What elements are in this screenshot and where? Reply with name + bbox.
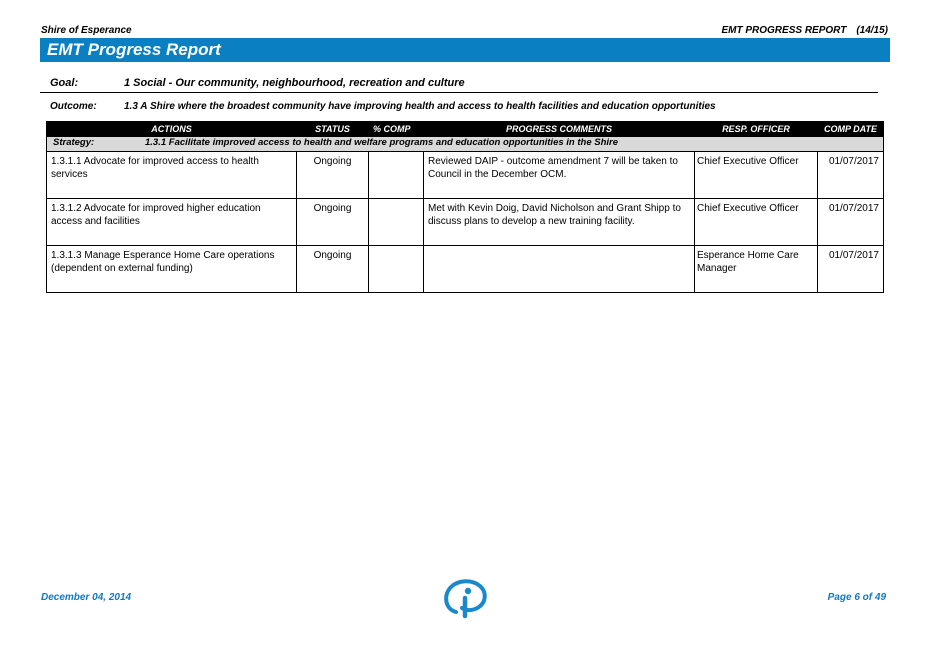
goal-divider — [40, 92, 878, 93]
report-header — [711, 25, 888, 36]
col-status: STATUS — [297, 122, 369, 137]
strategy-row — [47, 137, 884, 152]
status-cell: Ongoing — [297, 152, 369, 199]
comp-cell — [369, 246, 424, 293]
officer-cell: Esperance Home Care Manager — [695, 246, 818, 293]
status-cell: Ongoing — [297, 199, 369, 246]
col-progress-comments: PROGRESS COMMENTS — [424, 122, 695, 137]
report-name: EMT PROGRESS REPORT — [721, 25, 847, 36]
date-cell: 01/07/2017 — [818, 246, 884, 293]
officer-cell: Chief Executive Officer — [695, 152, 818, 199]
section-pages: (14/15) — [856, 25, 888, 36]
comp-cell — [369, 199, 424, 246]
outcome-label: Outcome: — [50, 101, 97, 112]
strategy-label: Strategy: — [53, 137, 95, 148]
outcome-row — [50, 101, 716, 112]
table-header-row — [47, 122, 884, 137]
goal-label: Goal: — [50, 77, 79, 89]
footer-date: December 04, 2014 — [41, 592, 132, 603]
table-row — [47, 246, 884, 293]
col-resp-officer: RESP. OFFICER — [695, 122, 818, 137]
goal-row — [50, 77, 465, 89]
outcome-text: 1.3 A Shire where the broadest community have improving health and access to health facilities and education opportunities — [124, 101, 716, 112]
comments-cell — [424, 246, 695, 293]
actions-table — [46, 121, 884, 293]
comp-cell — [369, 152, 424, 199]
table-row — [47, 199, 884, 246]
comments-cell: Met with Kevin Doig, David Nicholson and Grant Shipp to discuss plans to develop a new training facility. — [424, 199, 695, 246]
strategy-cell — [47, 137, 884, 152]
status-cell: Ongoing — [297, 246, 369, 293]
officer-cell: Chief Executive Officer — [695, 199, 818, 246]
title-bar — [40, 38, 890, 62]
action-cell: 1.3.1.3 Manage Esperance Home Care operations (dependent on external funding) — [47, 246, 297, 293]
strategy-text: 1.3.1 Facilitate improved access to health and welfare programs and education opportunities in the Shire — [145, 137, 619, 148]
comments-cell: Reviewed DAIP - outcome amendment 7 will be taken to Council in the December OCM. — [424, 152, 695, 199]
report-title: EMT Progress Report — [47, 40, 221, 59]
date-cell: 01/07/2017 — [818, 199, 884, 246]
table-row — [47, 152, 884, 199]
organisation-name: Shire of Esperance — [41, 25, 132, 36]
i-logo-icon — [442, 578, 488, 620]
footer-page-number: Page 6 of 49 — [827, 592, 886, 603]
action-cell: 1.3.1.2 Advocate for improved higher education access and facilities — [47, 199, 297, 246]
action-cell: 1.3.1.1 Advocate for improved access to health services — [47, 152, 297, 199]
date-cell: 01/07/2017 — [818, 152, 884, 199]
col-comp-date: COMP DATE — [818, 122, 884, 137]
col-actions: ACTIONS — [47, 122, 297, 137]
goal-text: 1 Social - Our community, neighbourhood, recreation and culture — [124, 77, 465, 89]
col-comp: % COMP — [369, 122, 424, 137]
